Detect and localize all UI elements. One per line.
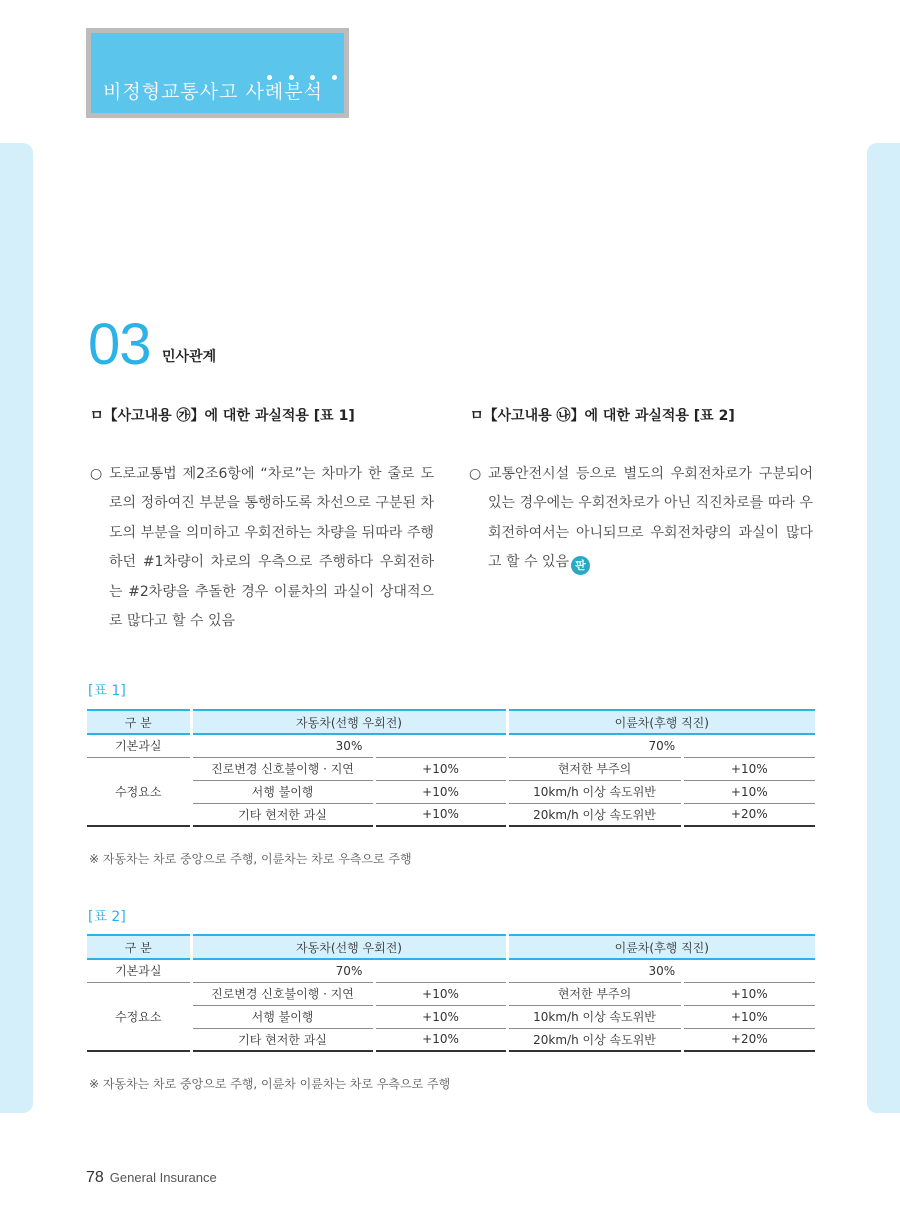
left-side-band bbox=[0, 143, 33, 1113]
header-car: 자동차(선행 우회전) bbox=[191, 710, 507, 734]
car-factor-value: +10% bbox=[374, 757, 507, 780]
left-paragraph bbox=[90, 460, 434, 636]
table-header-row bbox=[87, 935, 815, 959]
motorcycle-factor: 현저한 부주의 bbox=[507, 757, 682, 780]
bullet-mark: ○ bbox=[90, 466, 103, 482]
magazine-name: General Insurance bbox=[109, 1170, 217, 1185]
section-number: 03 bbox=[88, 312, 151, 377]
page-footer bbox=[86, 1167, 217, 1187]
table-row bbox=[87, 757, 815, 780]
header-motorcycle: 이륜차(후행 직진) bbox=[507, 935, 815, 959]
bullet-mark: ○ bbox=[469, 466, 482, 482]
car-factor: 기타 현저한 과실 bbox=[191, 1028, 374, 1051]
table-row-base bbox=[87, 734, 815, 757]
header-banner-inner bbox=[91, 33, 344, 113]
car-factor: 서행 불이행 bbox=[191, 1005, 374, 1028]
base-car-value: 70% bbox=[191, 959, 507, 982]
header-category: 구 분 bbox=[87, 710, 191, 734]
table1-note: ※ 자동차는 차로 중앙으로 주행, 이륜차는 차로 우측으로 주행 bbox=[89, 852, 412, 866]
table1 bbox=[87, 709, 815, 827]
car-factor: 기타 현저한 과실 bbox=[191, 803, 374, 826]
table-row bbox=[87, 1028, 815, 1051]
motorcycle-factor-value: +10% bbox=[682, 757, 815, 780]
section-title: 민사관계 bbox=[162, 349, 217, 365]
table2-label: [표 2] bbox=[88, 909, 126, 925]
car-factor-value: +10% bbox=[374, 1005, 507, 1028]
header-banner bbox=[86, 28, 349, 118]
car-factor-value: +10% bbox=[374, 1028, 507, 1051]
header-category: 구 분 bbox=[87, 935, 191, 959]
motorcycle-factor-value: +10% bbox=[682, 982, 815, 1005]
right-side-band bbox=[867, 143, 900, 1113]
motorcycle-factor: 10km/h 이상 속도위반 bbox=[507, 780, 682, 803]
car-factor: 서행 불이행 bbox=[191, 780, 374, 803]
right-paragraph bbox=[469, 460, 813, 578]
motorcycle-factor-value: +10% bbox=[682, 780, 815, 803]
right-paragraph-body bbox=[469, 460, 813, 578]
car-factor-value: +10% bbox=[374, 803, 507, 826]
base-motorcycle-value: 70% bbox=[507, 734, 815, 757]
car-factor-value: +10% bbox=[374, 780, 507, 803]
car-factor-value: +10% bbox=[374, 982, 507, 1005]
base-motorcycle-value: 30% bbox=[507, 959, 815, 982]
motorcycle-factor-value: +20% bbox=[682, 803, 815, 826]
judgment-icon: 판 bbox=[571, 556, 590, 575]
car-factor: 진로변경 신호불이행 · 지연 bbox=[191, 982, 374, 1005]
motorcycle-factor: 20km/h 이상 속도위반 bbox=[507, 803, 682, 826]
header-title: 비정형교통사고 사례분석 bbox=[103, 81, 323, 103]
base-label: 기본과실 bbox=[87, 959, 191, 982]
motorcycle-factor: 20km/h 이상 속도위반 bbox=[507, 1028, 682, 1051]
motorcycle-factor: 10km/h 이상 속도위반 bbox=[507, 1005, 682, 1028]
page-number: 78 bbox=[86, 1169, 104, 1186]
header-motorcycle: 이륜차(후행 직진) bbox=[507, 710, 815, 734]
table-row-base bbox=[87, 959, 815, 982]
motorcycle-factor: 현저한 부주의 bbox=[507, 982, 682, 1005]
base-label: 기본과실 bbox=[87, 734, 191, 757]
left-column-heading: ㅁ【사고내용 ㉮】에 대한 과실적용 [표 1] bbox=[90, 408, 355, 424]
adjust-label: 수정요소 bbox=[87, 982, 191, 1051]
left-paragraph-text: 도로교통법 제2조6항에 “차로”는 차마가 한 줄로 도로의 정하여진 부분을 통행하도록 차선으로 구분된 차도의 부분을 의미하고 우회전하는 차량을 뒤따라 주행하던 #1차량이 차로의 우측으로 주행하다 우회전하는 #2차량을 추돌한 경우 이륜차의 과실이 상대적으로 많다고 할 수 있음 bbox=[109, 466, 434, 630]
table-header-row bbox=[87, 710, 815, 734]
motorcycle-factor-value: +20% bbox=[682, 1028, 815, 1051]
right-paragraph-text: 교통안전시설 등으로 별도의 우회전차로가 구분되어 있는 경우에는 우회전차로가 아닌 직진차로를 따라 우회전하여서는 아니되므로 우회전차량의 과실이 많다고 할 수 있음 bbox=[488, 466, 813, 571]
table2-note: ※ 자동차는 차로 중앙으로 주행, 이륜차 이륜차는 차로 우측으로 주행 bbox=[89, 1077, 451, 1091]
base-car-value: 30% bbox=[191, 734, 507, 757]
motorcycle-factor-value: +10% bbox=[682, 1005, 815, 1028]
right-column-heading: ㅁ【사고내용 ㉯】에 대한 과실적용 [표 2] bbox=[470, 408, 735, 424]
table-row bbox=[87, 1005, 815, 1028]
table1-label: [표 1] bbox=[88, 683, 126, 699]
adjust-label: 수정요소 bbox=[87, 757, 191, 826]
table-row bbox=[87, 982, 815, 1005]
car-factor: 진로변경 신호불이행 · 지연 bbox=[191, 757, 374, 780]
table2 bbox=[87, 934, 815, 1052]
header-car: 자동차(선행 우회전) bbox=[191, 935, 507, 959]
table-row bbox=[87, 803, 815, 826]
table-row bbox=[87, 780, 815, 803]
